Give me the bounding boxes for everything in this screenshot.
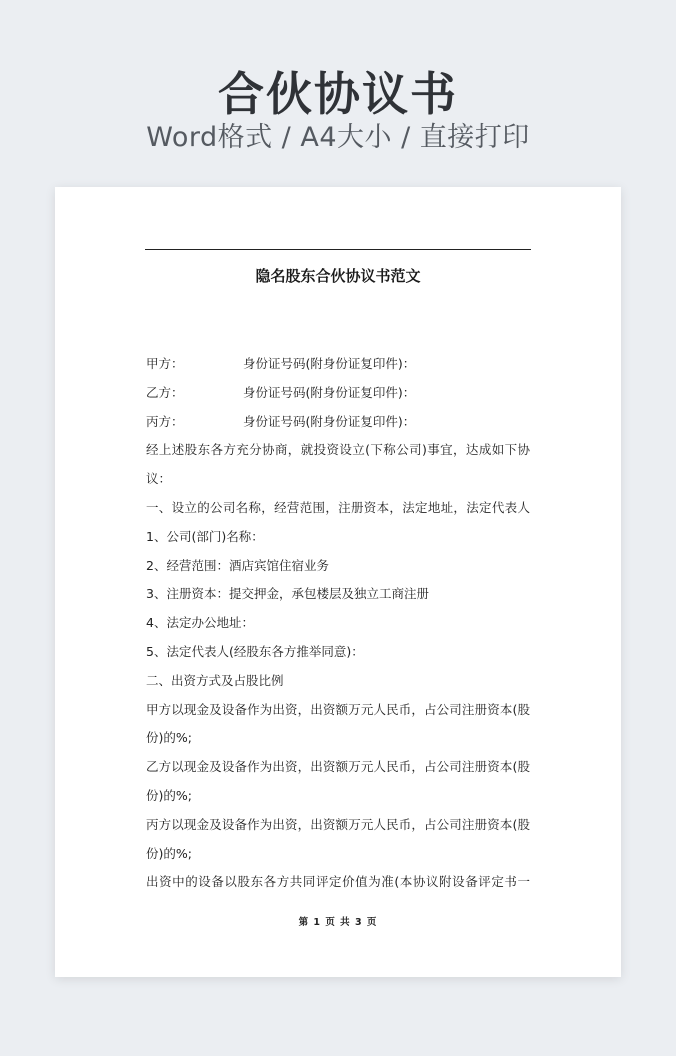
paragraph-line: 5、法定代表人(经股东各方推举同意)： xyxy=(146,643,364,659)
document-title: 隐名股东合伙协议书范文 xyxy=(255,267,421,285)
paragraph-line: 丙方以现金及设备作为出资，出资额万元人民币，占公司注册资本(股 xyxy=(146,816,530,832)
party-id-text: 身份证号码(附身份证复印件)： xyxy=(243,384,416,400)
document-page xyxy=(55,187,621,977)
paragraph-line: 份)的%; xyxy=(146,730,192,746)
banner-title: 合伙协议书 xyxy=(218,67,458,121)
party-line-a xyxy=(146,350,530,379)
party-label: 丙方： xyxy=(146,413,184,429)
party-label: 甲方： xyxy=(146,356,184,371)
document-body xyxy=(146,350,530,897)
party-line-c xyxy=(146,408,530,437)
paragraph-line: 出资中的设备以股东各方共同评定价值为准(本协议附设备评定书一 xyxy=(146,874,530,890)
paragraph-line: 1、公司(部门)名称： xyxy=(146,528,264,544)
header-rule xyxy=(145,249,531,250)
party-id-text: 身份证号码(附身份证复印件)： xyxy=(243,356,416,371)
paragraph-line: 经上述股东各方充分协商，就投资设立(下称公司)事宜，达成如下协 xyxy=(146,442,530,458)
paragraph-line: 甲方以现金及设备作为出资，出资额万元人民币，占公司注册资本(股 xyxy=(146,701,530,717)
party-id-text: 身份证号码(附身份证复印件)： xyxy=(243,413,416,429)
paragraph-line: 2、经营范围：酒店宾馆住宿业务 xyxy=(146,557,329,573)
paragraph-line: 份)的%; xyxy=(146,845,192,861)
section-heading: 二、出资方式及占股比例 xyxy=(146,672,284,688)
paragraph-line: 4、法定办公地址： xyxy=(146,615,254,631)
paragraph-line: 3、注册资本：提交押金，承包楼层及独立工商注册 xyxy=(146,586,429,602)
page-number-footer: 第 1 页 共 3 页 xyxy=(298,917,378,928)
paragraph-line: 议： xyxy=(146,471,172,487)
banner-subtitle: Word格式 / A4大小 / 直接打印 xyxy=(146,122,530,153)
party-line-b xyxy=(146,379,530,408)
paragraph-line: 份)的%; xyxy=(146,787,192,803)
section-heading: 一、设立的公司名称，经营范围，注册资本，法定地址，法定代表人 xyxy=(146,499,530,515)
paragraph-line: 乙方以现金及设备作为出资，出资额万元人民币，占公司注册资本(股 xyxy=(146,759,530,775)
party-label: 乙方： xyxy=(146,384,184,400)
